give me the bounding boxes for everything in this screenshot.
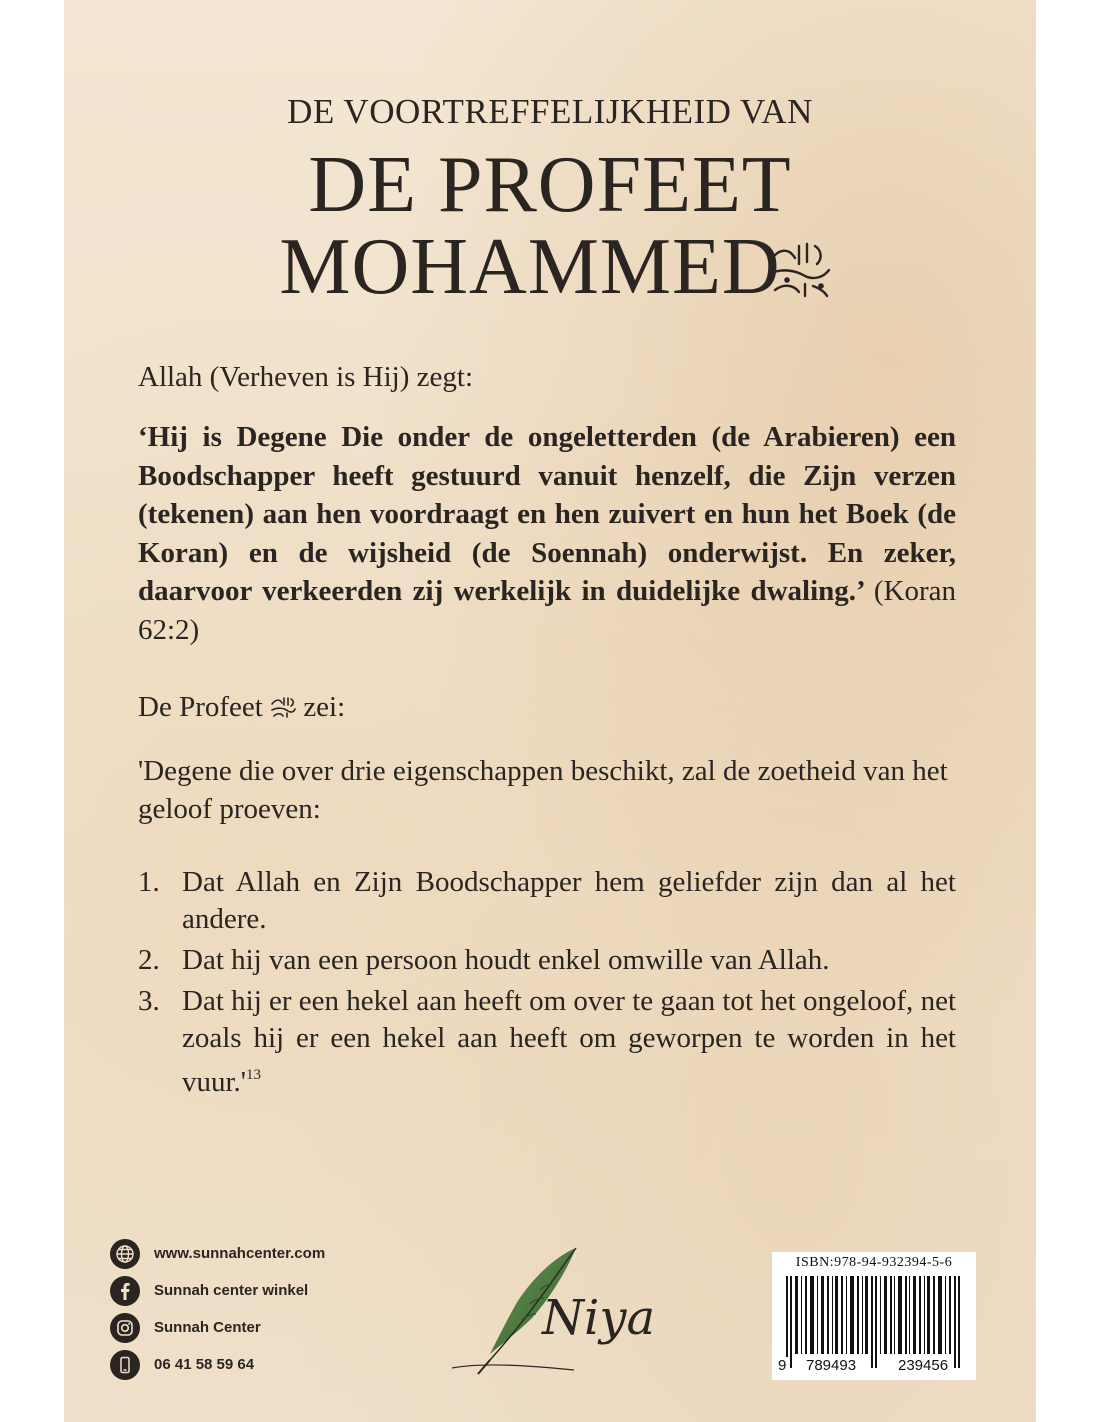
title-line-2: MOHAMMED bbox=[279, 223, 781, 311]
list-text: Dat hij van een persoon houdt enkel omwille van Allah. bbox=[182, 944, 830, 976]
isbn-label: ISBN:978-94-932394-5-6 bbox=[795, 1255, 953, 1270]
quran-reference: (Koran 62:2) bbox=[138, 575, 956, 646]
list-text: Dat hij er een hekel aan heeft om over te gaan tot het ongeloof, net zoals hij er een hekel aan heeft om geworpen te worden in het vuur.' bbox=[182, 985, 956, 1098]
list-item bbox=[138, 942, 956, 979]
barcode-digit-first: 9 bbox=[778, 1357, 787, 1374]
facebook-icon bbox=[110, 1276, 140, 1306]
instagram-icon bbox=[110, 1313, 140, 1343]
hadith-list bbox=[138, 864, 956, 1105]
book-back-cover bbox=[64, 0, 1036, 1422]
phone-text: 06 41 58 59 64 bbox=[154, 1356, 255, 1373]
list-number: 2. bbox=[138, 944, 160, 976]
globe-icon bbox=[110, 1239, 140, 1269]
prophet-said bbox=[138, 688, 956, 726]
facebook-text: Sunnah center winkel bbox=[154, 1282, 309, 1299]
contact-website[interactable] bbox=[110, 1235, 325, 1272]
honorific-small-icon bbox=[270, 696, 296, 718]
prophet-suffix: zei: bbox=[303, 691, 346, 723]
instagram-text: Sunnah Center bbox=[154, 1319, 261, 1336]
hadith-intro: 'Degene die over drie eigenschappen beschikt, zal de zoetheid van het geloof proeven: bbox=[138, 755, 948, 825]
publisher-logo-text: Niya bbox=[542, 1290, 656, 1346]
list-text: Dat Allah en Zijn Boodschapper hem geliefder zijn dan al het andere. bbox=[182, 866, 956, 935]
contact-info bbox=[110, 1235, 325, 1383]
list-item bbox=[138, 864, 956, 938]
list-item bbox=[138, 983, 956, 1101]
barcode-digits-right: 239456 bbox=[898, 1357, 949, 1374]
footnote-marker: 13 bbox=[246, 1067, 262, 1083]
phone-icon bbox=[110, 1350, 140, 1380]
quran-quote bbox=[138, 418, 956, 649]
contact-instagram[interactable] bbox=[110, 1309, 325, 1346]
list-number: 3. bbox=[138, 985, 160, 1017]
list-number: 1. bbox=[138, 866, 160, 898]
quran-quote-text: ‘Hij is Degene Die onder de ongeletterden (de Arabieren) een Boodschapper heeft gestuurd vanuit henzelf, die Zijn verzen (tekenen) aan hen voordraagt en hen zuivert en hun het Boek (de Koran) en de wijsheid (de Soennah) onderwijst. En zeker, daarvoor verkeerden zij werkelijk in duidelijke dwaling.’ bbox=[138, 421, 956, 607]
prophet-prefix: De Profeet bbox=[138, 691, 263, 723]
barcode-digits-left: 789493 bbox=[806, 1357, 857, 1374]
title-overline: DE VOORTREFFELIJKHEID VAN bbox=[287, 92, 813, 131]
website-text: www.sunnahcenter.com bbox=[154, 1245, 326, 1262]
quran-intro: Allah (Verheven is Hij) zegt: bbox=[138, 361, 474, 393]
title-line-1: DE PROFEET bbox=[308, 141, 792, 229]
honorific-calligraphy-icon bbox=[765, 240, 833, 300]
contact-phone[interactable] bbox=[110, 1346, 325, 1383]
contact-facebook[interactable] bbox=[110, 1272, 325, 1309]
barcode bbox=[772, 1252, 976, 1380]
